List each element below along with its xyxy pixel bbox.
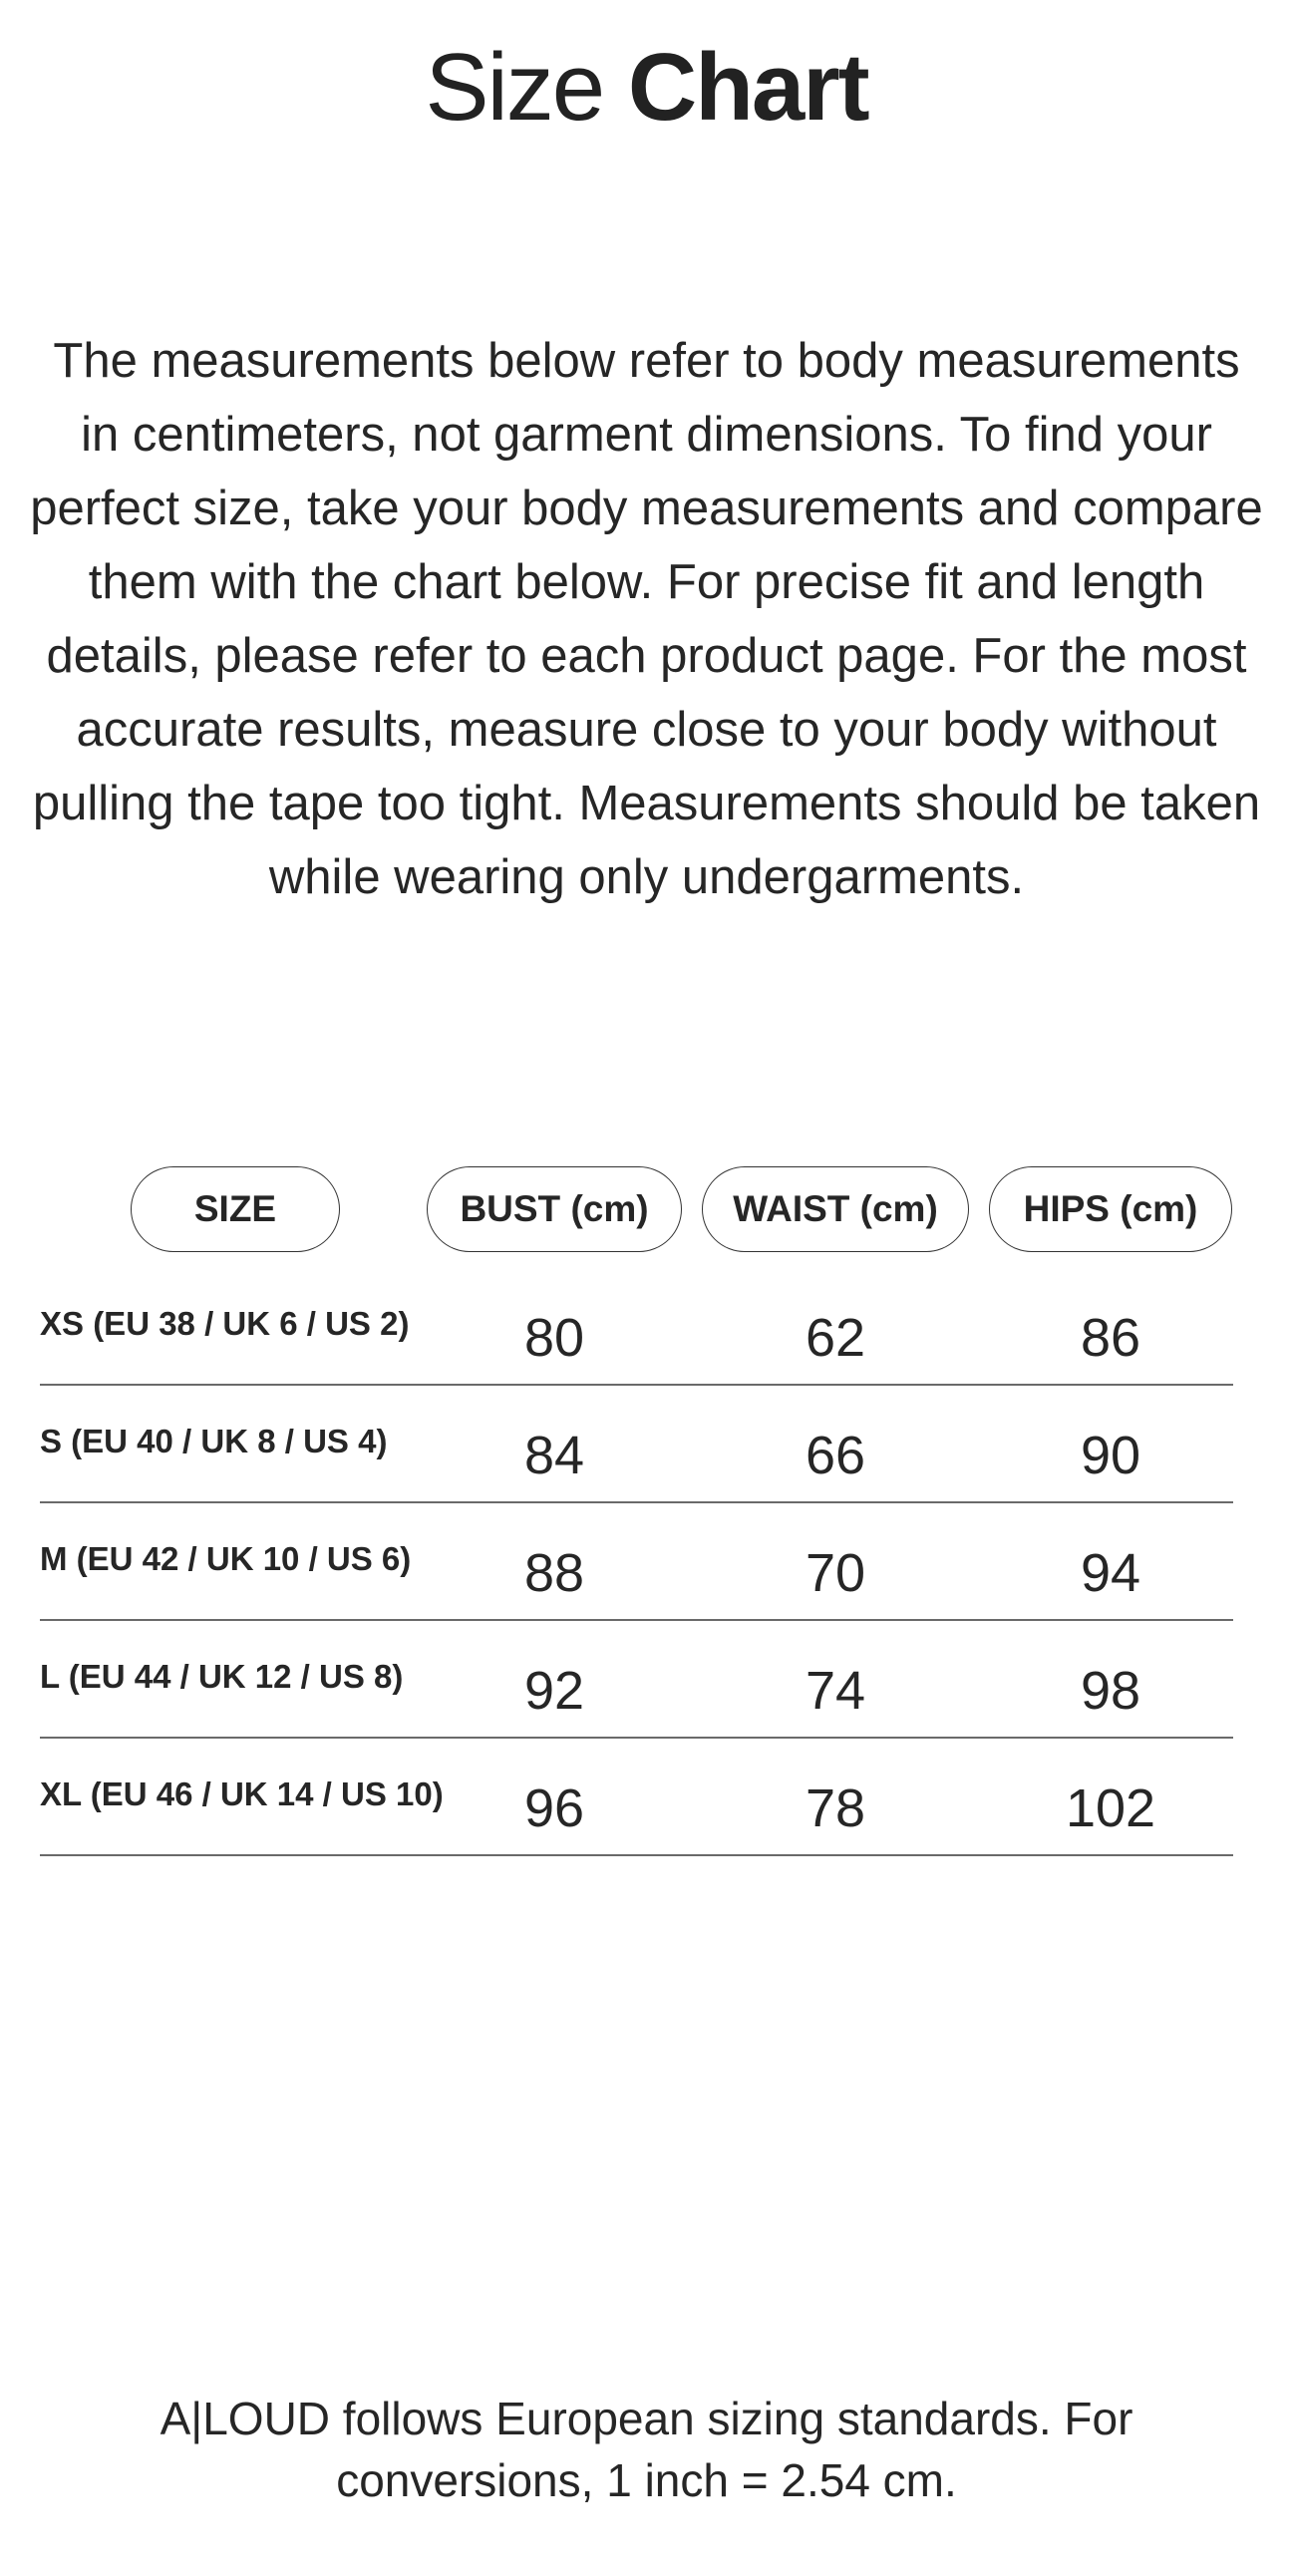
table-row xyxy=(0,1621,1293,1739)
size-label: M (EU 42 / UK 10 / US 6) xyxy=(40,1540,412,1577)
intro-paragraph: The measurements below refer to body measurements in centimeters, not garment dimensions. To find your perfect size, take your body measurements and compare them with the chart below. For precise fit and length details, please refer to each product page. For the most accurate results, measure close to your body without pulling the tape too tight. Measurements should be taken while wearing only undergarments. xyxy=(30,334,1263,904)
hips-value: 90 xyxy=(1080,1426,1141,1485)
hips-value: 86 xyxy=(1080,1308,1141,1368)
bust-column-header: BUST (cm) xyxy=(427,1166,682,1252)
table-row xyxy=(0,1386,1293,1503)
hips-value: 94 xyxy=(1080,1543,1141,1603)
table-row xyxy=(0,1268,1293,1386)
row-divider xyxy=(40,1854,1233,1856)
waist-value: 62 xyxy=(805,1308,866,1368)
size-table xyxy=(0,1268,1293,1856)
size-label: S (EU 40 / UK 8 / US 4) xyxy=(40,1423,388,1459)
waist-value: 78 xyxy=(805,1778,866,1838)
size-label: L (EU 44 / UK 12 / US 8) xyxy=(40,1658,404,1695)
sizing-note: A|LOUD follows European sizing standards. For conversions, 1 inch = 2.54 cm. xyxy=(160,2393,1133,2506)
size-label: XS (EU 38 / UK 6 / US 2) xyxy=(40,1305,410,1342)
bust-value: 92 xyxy=(523,1661,585,1721)
table-row xyxy=(0,1503,1293,1621)
page-title xyxy=(0,28,1293,148)
hips-column-header: HIPS (cm) xyxy=(989,1166,1232,1252)
page-title-bold: Chart xyxy=(627,34,868,141)
bust-value: 80 xyxy=(523,1308,585,1368)
size-label: XL (EU 46 / UK 14 / US 10) xyxy=(40,1775,444,1812)
waist-value: 70 xyxy=(805,1543,866,1603)
waist-value: 66 xyxy=(805,1426,866,1485)
hips-value: 98 xyxy=(1080,1661,1141,1721)
bust-value: 96 xyxy=(523,1778,585,1838)
waist-column-header: WAIST (cm) xyxy=(702,1166,969,1252)
waist-value: 74 xyxy=(805,1661,866,1721)
table-row xyxy=(0,1739,1293,1856)
hips-value: 102 xyxy=(1065,1778,1156,1838)
page-title-light: Size xyxy=(425,34,604,141)
bust-value: 84 xyxy=(523,1426,585,1485)
bust-value: 88 xyxy=(523,1543,585,1603)
size-column-header: SIZE xyxy=(131,1166,340,1252)
